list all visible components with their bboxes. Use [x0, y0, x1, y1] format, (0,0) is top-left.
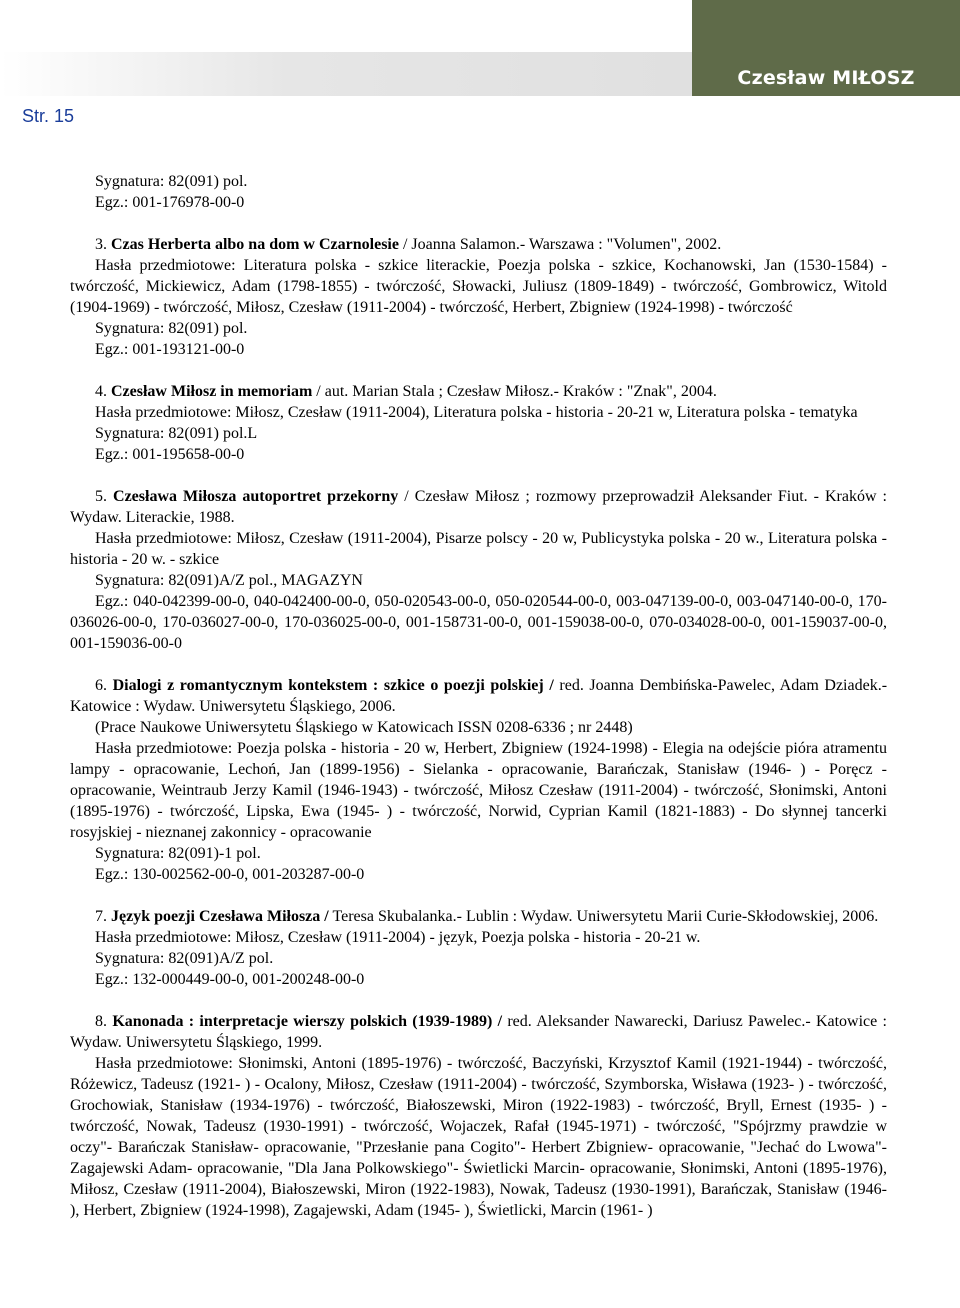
entry-number: 4.	[95, 383, 111, 400]
entry-details: Teresa Skubalanka.- Lublin : Wydaw. Uniwersytetu Marii Curie-Skłodowskiej, 2006.	[328, 908, 879, 925]
entry-sygnatura: Sygnatura: 82(091) pol.L	[95, 425, 258, 442]
entry-heading	[70, 675, 887, 717]
entry-number: 5.	[95, 488, 114, 505]
entry-heading	[70, 381, 887, 402]
entry-sygnatura: Sygnatura: 82(091) pol.	[95, 320, 248, 337]
page-number: Str. 15	[22, 106, 75, 126]
entry-subjects: Hasła przedmiotowe: Miłosz, Czesław (1911-2004), Literatura polska - historia - 20-21 w, Literatura polska - tematyka	[95, 404, 858, 421]
entry-egz: Egz.: 001-195658-00-0	[95, 446, 245, 463]
entry-sygnatura: Sygnatura: 82(091)A/Z pol., MAGAZYN	[95, 572, 363, 589]
bib-entry	[70, 675, 887, 885]
entry-heading	[70, 906, 887, 927]
entry-heading	[70, 1011, 887, 1053]
author-name: Czesław MIŁOSZ	[737, 67, 915, 89]
entry-subjects: Hasła przedmiotowe: Słonimski, Antoni (1895-1976) - twórczość, Baczyński, Krzysztof Kamil (1921-1944) - twórczość, Różewicz, Tadeusz (1921- ) - Ocalony, Miłosz, Czesław (1911-2004) - twórczość, Szymborska, Wisława (1923- ) - twórczość, Grochowiak, Stanisław (1934-1976) - twórczość, Białoszewski, Miron (1922-1983) - twórczość, Bryll, Ernest (1935- ) - twórczość, Nowak, Tadeusz (1930-1991) - twórczość, Wojaczek, Rafał (1945-1971) - twórczość, "Spójrzmy prawdzie w oczy"- Barańczak Stanisław- opracowanie, "Przesłanie pana Cogito"- Herbert Zbigniew- opracowanie, "Jechać do Lwowa"- Zagajewski Adam- opracowanie, "Dla Jana Polkowskiego"- Świetlicki Marcin- opracowanie, Słonimski, Antoni (1895-1976), Miłosz, Czesław (1911-2004), Białoszewski, Miron (1922-1983), Nowak, Tadeusz (1930-1991), Barańczak, Stanisław (1946- ), Herbert, Zbigniew (1924-1998), Zagajewski, Adam (1945- ), Świetlicki, Marcin (1961- )	[70, 1055, 887, 1219]
entry-subjects: Hasła przedmiotowe: Poezja polska - historia - 20 w, Herbert, Zbigniew (1924-1998) - Elegia na odejście pióra atramentu lampy - opracowanie, Lechoń, Jan (1899-1956) - Sielanka - opracowanie, Barańczak, Stanisław (1946- ) - Poręcz - opracowanie, Weintraub Jerzy Kamil (1946-1943) - twórczość, Miłosz Czesław (1911-2004) - twórczość, Słonimski, Antoni (1895-1976) - twórczość, Lipska, Ewa (1945- ) - twórczość, Norwid, Cyprian Kamil (1821-1883) - Do słynnej tancerki rosyjskiej - nieznanej zakonnicy - opracowanie	[70, 740, 887, 841]
bib-entry	[70, 1011, 887, 1221]
entry-details: / Joanna Salamon.- Warszawa : "Volumen", 2002.	[398, 236, 722, 253]
entry-subjects: Hasła przedmiotowe: Miłosz, Czesław (1911-2004), Pisarze polscy - 20 w, Publicystyka polska - 20 w., Literatura polska - historia - 20 w. - szkice	[70, 530, 887, 568]
entry-series: (Prace Naukowe Uniwersytetu Śląskiego w Katowicach ISSN 0208-6336 ; nr 2448)	[95, 719, 633, 736]
entry-details: red. Aleksander Nawarecki, Dariusz Pawelec.- Katowice : Wydaw. Uniwersytetu Śląskiego, 1999.	[70, 1013, 887, 1051]
bib-entry	[70, 486, 887, 654]
bib-entry	[70, 906, 887, 990]
entry-details: / aut. Marian Stala ; Czesław Miłosz.- Kraków : "Znak", 2004.	[312, 383, 717, 400]
entry-heading	[70, 234, 887, 255]
sygnatura-line: Sygnatura: 82(091) pol.	[95, 173, 248, 190]
entry-subjects: Hasła przedmiotowe: Miłosz, Czesław (1911-2004) - język, Poezja polska - historia - 20-21 w.	[95, 929, 701, 946]
entry-details: red. Joanna Dembińska-Pawelec, Adam Dziadek.- Katowice : Wydaw. Uniwersytetu Śląskiego, 2006.	[70, 677, 888, 715]
entry-number: 3.	[95, 236, 111, 253]
entry-sygnatura: Sygnatura: 82(091)-1 pol.	[95, 845, 261, 862]
entry-egz: Egz.: 040-042399-00-0, 040-042400-00-0, 050-020543-00-0, 050-020544-00-0, 003-047139-00-0, 003-047140-00-0, 170-036026-00-0, 170-036027-00-0, 170-036025-00-0, 001-158731-00-0, 001-159038-00-0, 070-034028-00-0, 001-159037-00-0, 001-159036-00-0	[70, 593, 887, 652]
bib-entry	[70, 381, 887, 465]
entry-heading	[70, 486, 887, 528]
entry-egz: Egz.: 132-000449-00-0, 001-200248-00-0	[95, 971, 365, 988]
entry-number: 7.	[95, 908, 111, 925]
entry-number: 6.	[95, 677, 113, 694]
entry-title: Dialogi z romantycznym kontekstem : szkice o poezji polskiej /	[112, 677, 554, 694]
entry-subjects: Hasła przedmiotowe: Literatura polska - szkice literackie, Poezja polska - szkice, Kochanowski, Jan (1530-1584) - twórczość, Mickiewicz, Adam (1798-1855) - twórczość, Słowacki, Juliusz (1809-1849) - twórczość, Gombrowicz, Witold (1904-1969) - twórczość, Miłosz, Czesław (1911-2004) - twórczość, Herbert, Zbigniew (1924-1998) - twórczość	[70, 257, 887, 316]
bib-entry	[70, 234, 887, 360]
bibliography-list	[70, 171, 887, 1221]
egz-line: Egz.: 001-176978-00-0	[95, 194, 245, 211]
entry-number: 8.	[95, 1013, 113, 1030]
entry-title: Czesława Miłosza autoportret przekorny	[113, 488, 399, 505]
entry-egz: Egz.: 130-002562-00-0, 001-203287-00-0	[95, 866, 365, 883]
entry-details: / Czesław Miłosz ; rozmowy przeprowadził Aleksander Fiut. - Kraków : Wydaw. Literackie, 1988.	[70, 488, 887, 526]
entry-sygnatura: Sygnatura: 82(091)A/Z pol.	[95, 950, 274, 967]
entry-title: Czesław Miłosz in memoriam	[111, 383, 313, 400]
entry-title: Język poezji Czesława Miłosza /	[111, 908, 329, 925]
entry-title: Kanonada : interpretacje wierszy polskich (1939-1989) /	[112, 1013, 503, 1030]
entry-title: Czas Herberta albo na dom w Czarnolesie	[111, 236, 399, 253]
entry-egz: Egz.: 001-193121-00-0	[95, 341, 245, 358]
